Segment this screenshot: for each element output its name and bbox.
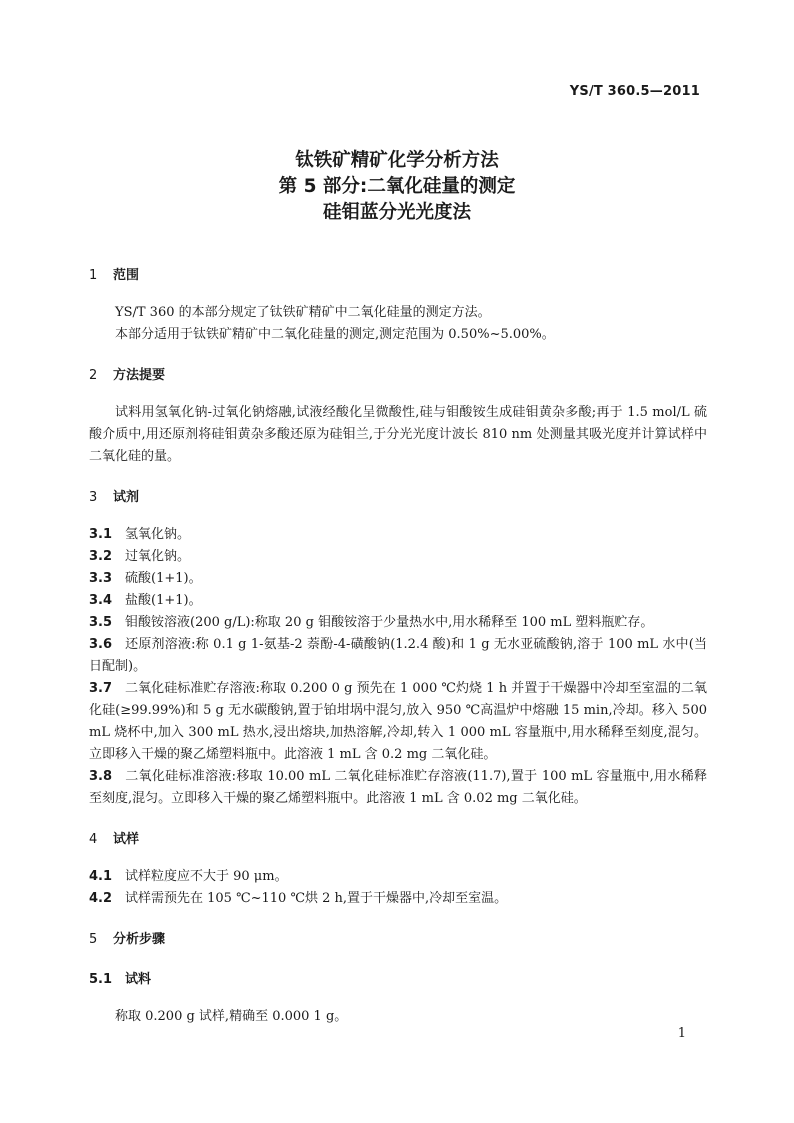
paragraph: 本部分适用于钛铁矿精矿中二氧化硅量的测定,测定范围为 0.50%~5.00%。 xyxy=(115,327,555,342)
item-text: 试样需预先在 105 ℃~110 ℃烘 2 h,置于干燥器中,冷却至室温。 xyxy=(125,891,508,906)
subsection-number: 5.1 xyxy=(89,972,113,987)
item-text: 过氧化钠。 xyxy=(125,549,191,564)
section-title: 方法提要 xyxy=(113,368,166,383)
item-number: 3.8 xyxy=(89,769,113,784)
list-item xyxy=(89,546,707,568)
title-line-3: 硅钼蓝分光光度法 xyxy=(322,202,471,223)
item-number: 4.1 xyxy=(89,869,113,884)
section-number: 2 xyxy=(89,368,98,383)
section-title: 试剂 xyxy=(113,490,140,505)
section-heading-5 xyxy=(89,926,707,954)
paragraph: 称取 0.200 g 试样,精确至 0.000 1 g。 xyxy=(115,1009,348,1024)
paragraph: 试料用氢氧化钠-过氧化钠熔融,试液经酸化呈微酸性,硅与钼酸铵生成硅钼黄杂多酸;再于 1.5 mol/L 硫酸介质中,用还原剂将硅钼黄杂多酸还原为硅钼兰,于分光光度计波长 810 nm 处测量其吸光度并计算试样中二氧化硅的量。 xyxy=(89,405,707,464)
list-item xyxy=(89,590,707,612)
section-heading-1 xyxy=(89,262,707,290)
item-text: 盐酸(1+1)。 xyxy=(125,593,202,608)
subsection-heading-5-1 xyxy=(89,966,707,994)
section-title: 分析步骤 xyxy=(113,932,166,947)
item-text: 试样粒度应不大于 90 μm。 xyxy=(125,869,288,884)
section-number: 5 xyxy=(89,932,98,947)
title-line-1: 钛铁矿精矿化学分析方法 xyxy=(295,150,499,171)
section-number: 1 xyxy=(89,268,98,283)
section-title: 范围 xyxy=(113,268,140,283)
document-title xyxy=(0,148,794,226)
list-item xyxy=(89,678,707,766)
item-number: 3.1 xyxy=(89,527,113,542)
item-number: 3.7 xyxy=(89,681,113,696)
title-line-2: 第 5 部分:二氧化硅量的测定 xyxy=(278,176,516,197)
list-item xyxy=(89,568,707,590)
item-text: 氢氧化钠。 xyxy=(125,527,191,542)
section-heading-3 xyxy=(89,484,707,512)
page-number: 1 xyxy=(677,1026,686,1041)
item-number: 3.3 xyxy=(89,571,113,586)
list-item xyxy=(89,766,707,810)
item-number: 4.2 xyxy=(89,891,113,906)
list-item xyxy=(89,866,707,888)
section-number: 4 xyxy=(89,832,98,847)
item-number: 3.5 xyxy=(89,615,113,630)
item-number: 3.6 xyxy=(89,637,113,652)
document-body xyxy=(89,262,707,1028)
section-number: 3 xyxy=(89,490,98,505)
list-item xyxy=(89,524,707,546)
list-item xyxy=(89,634,707,678)
section-heading-4 xyxy=(89,826,707,854)
item-text: 二氧化硅标准溶液:移取 10.00 mL 二氧化硅标准贮存溶液(11.7),置于 100 mL 容量瓶中,用水稀释至刻度,混匀。立即移入干燥的聚乙烯塑料瓶中。此溶液 1 mL 含 0.02 mg 二氧化硅。 xyxy=(89,769,707,806)
subsection-title: 试料 xyxy=(125,972,152,987)
section-heading-2 xyxy=(89,362,707,390)
item-text: 二氧化硅标准贮存溶液:称取 0.200 0 g 预先在 1 000 ℃灼烧 1 h 并置于干燥器中冷却至室温的二氧化硅(≥99.99%)和 5 g 无水碳酸钠,置于铂坩埚中混匀,放入 950 ℃高温炉中熔融 15 min,冷却。移入 500 mL 烧杯中,加入 300 mL 热水,浸出熔块,加热溶解,冷却,转入 1 000 mL 容量瓶中,用水稀释至刻度,混匀。立即移入干燥的聚乙烯塑料瓶中。此溶液 1 mL 含 0.2 mg 二氧化硅。 xyxy=(89,681,707,762)
paragraph: YS/T 360 的本部分规定了钛铁矿精矿中二氧化硅量的测定方法。 xyxy=(115,305,491,320)
item-text: 还原剂溶液:称 0.1 g 1-氨基-2 萘酚-4-磺酸钠(1.2.4 酸)和 1 g 无水亚硫酸钠,溶于 100 mL 水中(当日配制)。 xyxy=(89,637,707,674)
list-item xyxy=(89,612,707,634)
item-text: 钼酸铵溶液(200 g/L):称取 20 g 钼酸铵溶于少量热水中,用水稀释至 100 mL 塑料瓶贮存。 xyxy=(125,615,654,630)
section-title: 试样 xyxy=(113,832,140,847)
standard-code: YS/T 360.5—2011 xyxy=(569,84,700,99)
item-text: 硫酸(1+1)。 xyxy=(125,571,202,586)
list-item xyxy=(89,888,707,910)
item-number: 3.2 xyxy=(89,549,113,564)
item-number: 3.4 xyxy=(89,593,113,608)
